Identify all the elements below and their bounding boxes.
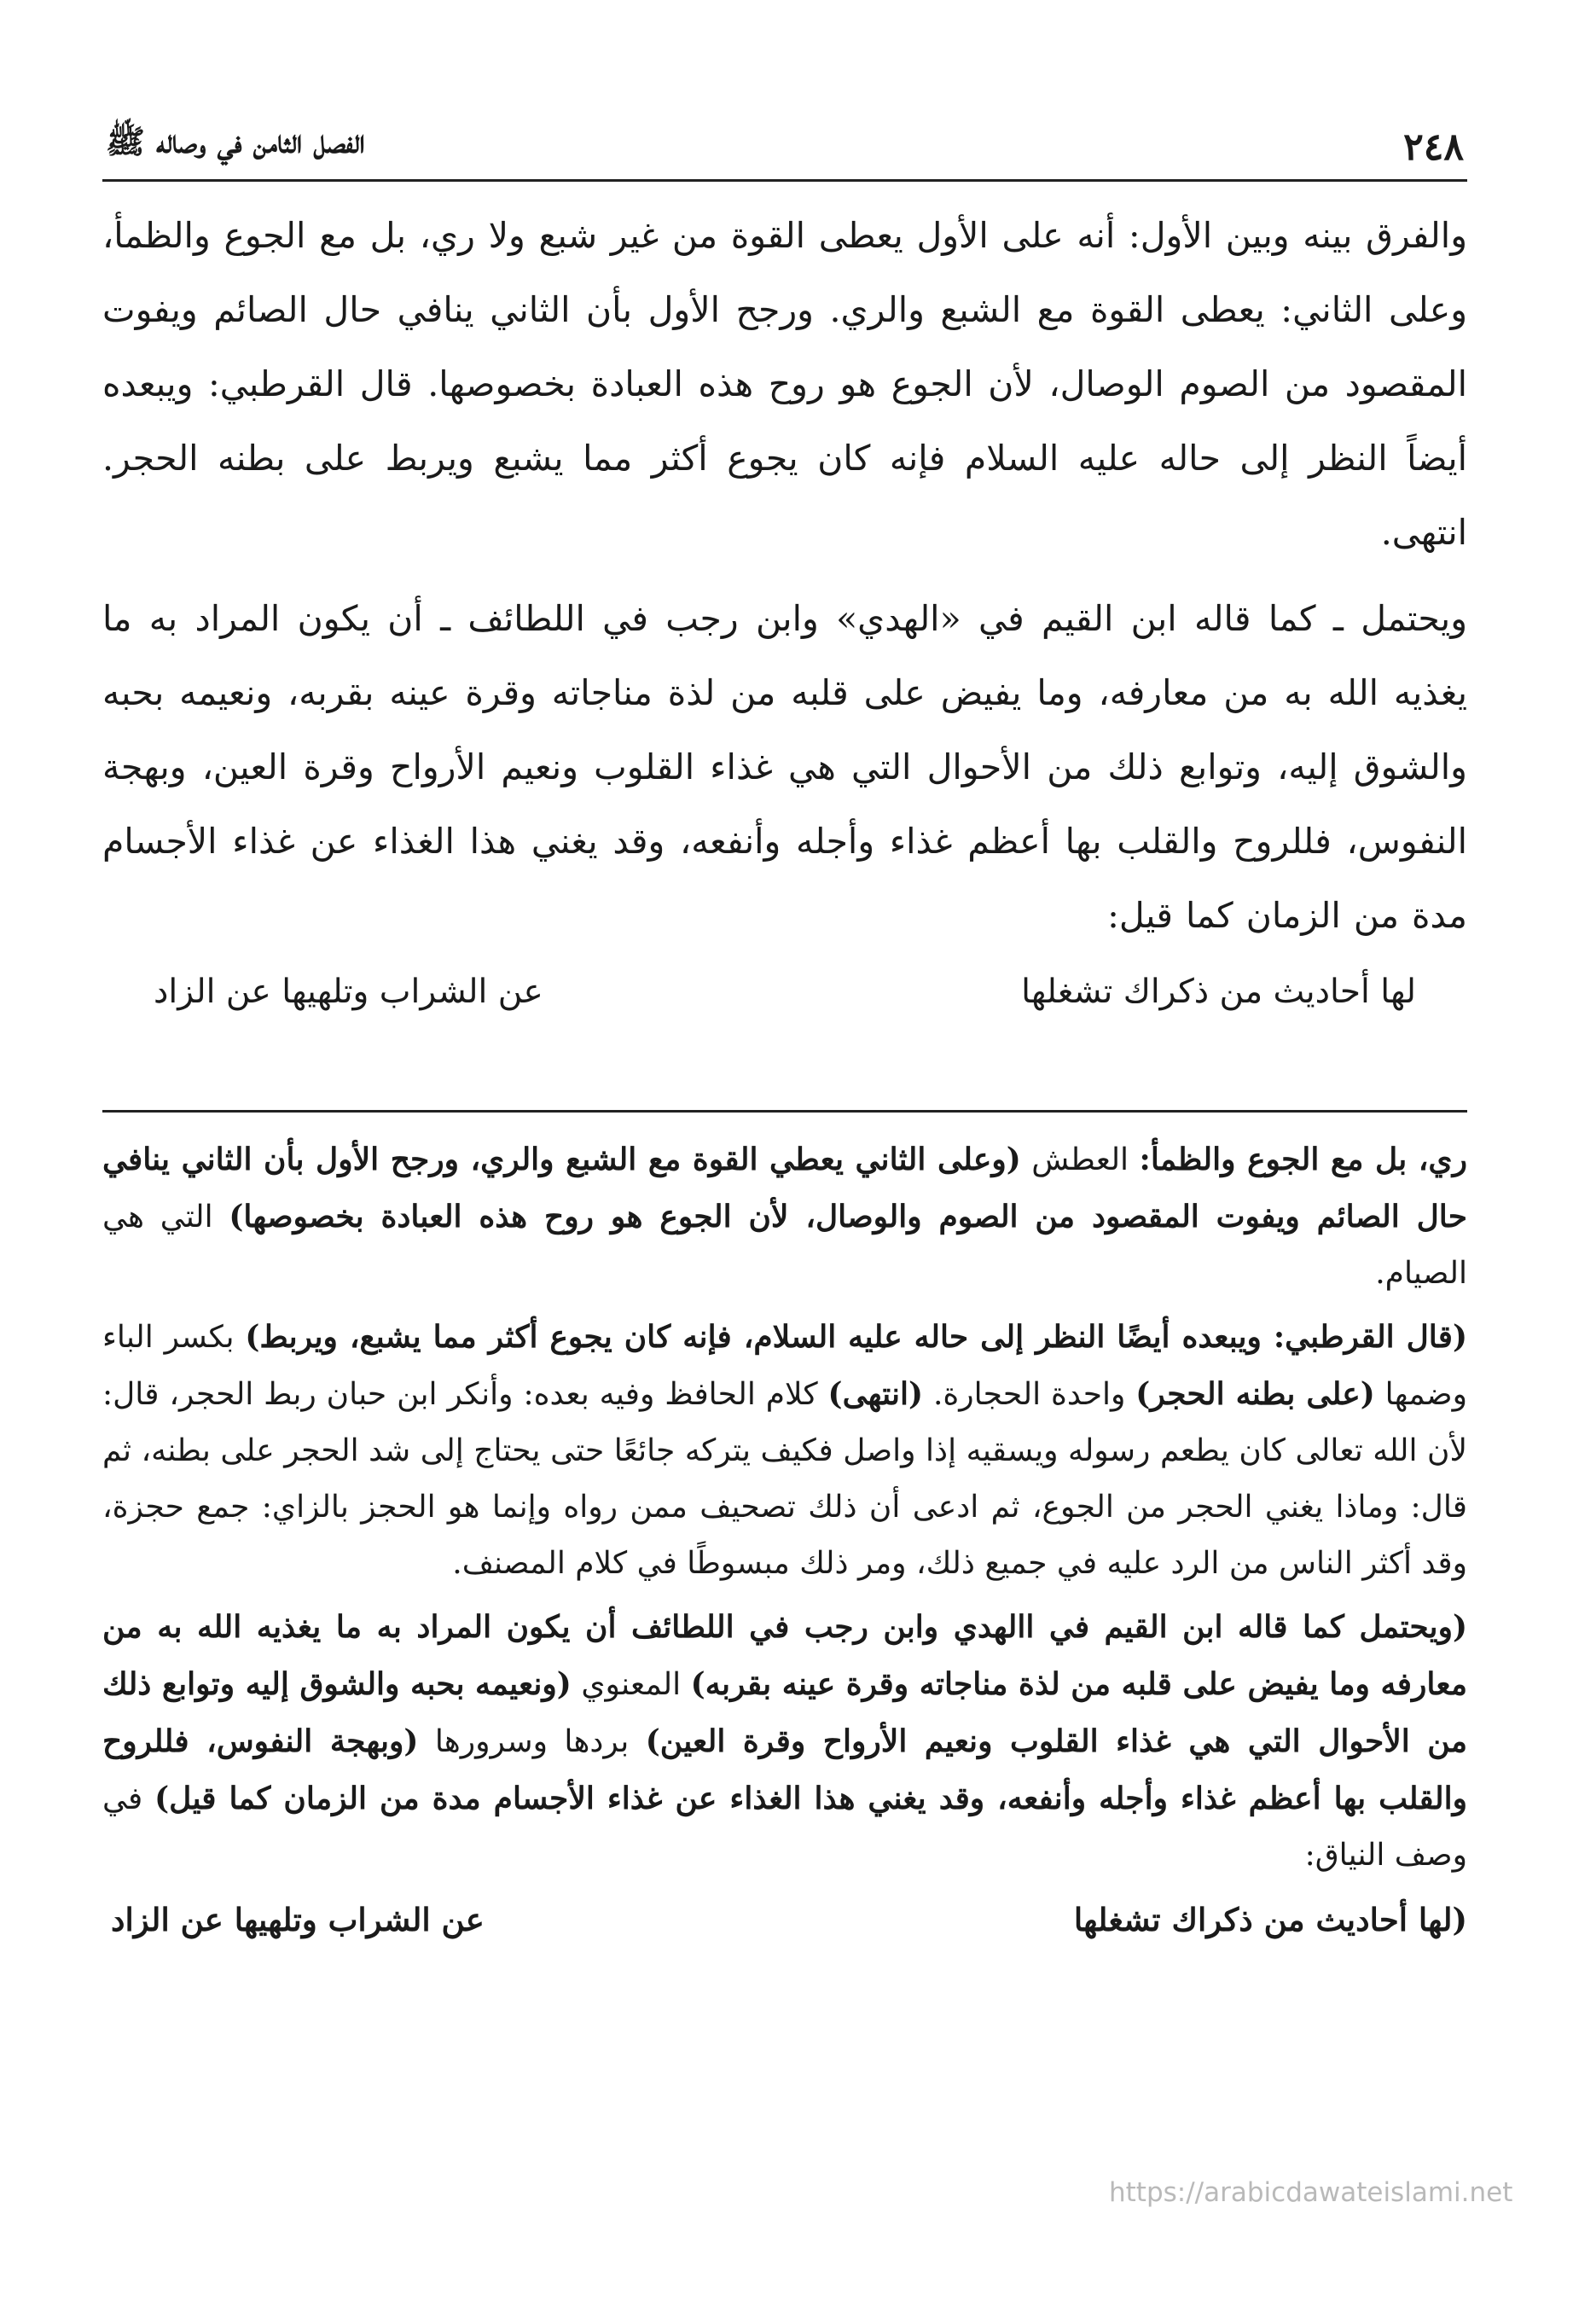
commentary-verse	[102, 1889, 1467, 1950]
commentary-paragraph-2	[102, 1309, 1467, 1592]
commentary-gloss: واحدة الحجارة.	[923, 1377, 1136, 1412]
commentary-gloss: بكسر الباء وضمها	[102, 1320, 1467, 1412]
commentary-gloss: التي هي الصيام.	[102, 1200, 1467, 1291]
commentary-verse-second: عن الشراب وتلهيها عن الزاد	[111, 1901, 485, 1938]
main-paragraph-2: ويحتمل ـ كما قاله ابن القيم في «الهدي» وابن رجب في اللطائف ـ أن يكون المراد به ما يغذيه الله به من معارفه، وما يفيض على قلبه من لذة مناجاته وقرة عينه بقربه، ونعيمه بحبه والشوق إليه، وتوابع ذلك من الأحوال التي هي غذاء القلوب ونعيم الأرواح وقرة العين، وبهجة النفوس، فللروح والقلب بها أعظم غذاء وأجله وأنفعه، وقد يغني هذا الغذاء عن غذاء الأجسام مدة من الزمان كما قيل:	[102, 598, 1467, 936]
commentary-gloss: المعنوي	[571, 1667, 691, 1702]
commentary-quote: ري، بل مع الجوع والظمأ:	[1139, 1142, 1467, 1177]
commentary-gloss: العطش	[1020, 1142, 1140, 1177]
commentary-quote: (على بطنه الحجر)	[1135, 1376, 1375, 1412]
book-page	[102, 102, 1467, 1950]
watermark-url: https://arabicdawateislami.net	[1109, 2177, 1513, 2208]
commentary-quote: (وبهجة النفوس، فللروح والقلب بها أعظم غذاء وأجله وأنفعه، وقد يغني هذا الغذاء عن غذاء الأجسام مدة من الزمان كما قيل)	[102, 1723, 1467, 1816]
commentary-quote: (وعلى الثاني يعطي القوة مع الشبع والري، ورجح الأول بأن الثاني ينافي حال الصائم ويفوت المقصود من الصوم والوصال، لأن الجوع هو روح هذه العبادة بخصوصها)	[102, 1142, 1468, 1235]
commentary-paragraph-1	[102, 1131, 1467, 1302]
commentary	[102, 1131, 1467, 1950]
page-number: ٢٤٨	[1403, 125, 1464, 169]
verse-first-hemistich: لها أحاديث من ذكراك تشغلها	[1021, 973, 1416, 1011]
commentary-quote: (ويحتمل كما قاله ابن القيم في االهدي وابن رجب في اللطائف أن يكون المراد به ما يغذيه الله به من معارفه وما يفيض على قلبه من لذة مناجاته وقرة عينه بقربه)	[102, 1609, 1467, 1702]
commentary-verse-first: (لها أحاديث من ذكراك تشغلها	[1073, 1901, 1467, 1938]
main-verse	[102, 956, 1467, 1028]
commentary-quote: (قال القرطبي: ويبعده أيضًا النظر إلى حاله عليه السلام، فإنه كان يجوع أكثر مما يشبع، ويربط)	[245, 1319, 1468, 1355]
main-paragraph-1: والفرق بينه وبين الأول: أنه على الأول يعطى القوة من غير شبع ولا ري، بل مع الجوع والظمأ، وعلى الثاني: يعطى القوة مع الشبع والري. ورجح الأول بأن الثاني ينافي حال الصائم ويفوت المقصود من الصوم الوصال، لأن الجوع هو روح هذه العبادة بخصوصها. قال القرطبي: ويبعده أيضاً النظر إلى حاله عليه السلام فإنه كان يجوع أكثر مما يشبع ويربط على بطنه الحجر. انتهى.	[102, 215, 1467, 553]
commentary-gloss: كلام الحافظ وفيه بعده: وأنكر ابن حبان ربط الحجر، قال: لأن الله تعالى كان يطعم رسوله ويسقيه إذا واصل فكيف يتركه جائعًا حتى يحتاج إلى شد الحجر على بطنه، ثم قال: وماذا يغني الحجر من الجوع، ثم ادعى أن ذلك تصحيف ممن رواه وإنما هو الحجز بالزاي: جمع حجزة، وقد أكثر الناس من الرد عليه في جميع ذلك، ومر ذلك مبسوطًا في كلام المصنف.	[102, 1377, 1467, 1581]
commentary-quote: (ونعيمه بحبه والشوق إليه وتوابع ذلك من الأحوال التي هي غذاء القلوب ونعيم الأرواح وقرة العين)	[102, 1666, 1467, 1759]
main-text	[102, 199, 1467, 1028]
verse-second-hemistich: عن الشراب وتلهيها عن الزاد	[154, 973, 543, 1011]
commentary-gloss: في وصف النياق:	[102, 1781, 1467, 1873]
chapter-title: الفصل الثامن في وصاله ﷺ	[106, 122, 365, 160]
commentary-gloss: بردها وسرورها	[418, 1724, 646, 1759]
running-header	[102, 102, 1467, 182]
commentary-paragraph-3	[102, 1599, 1467, 1884]
footnote-divider	[102, 1110, 1467, 1113]
commentary-quote: (انتهى)	[827, 1376, 924, 1412]
